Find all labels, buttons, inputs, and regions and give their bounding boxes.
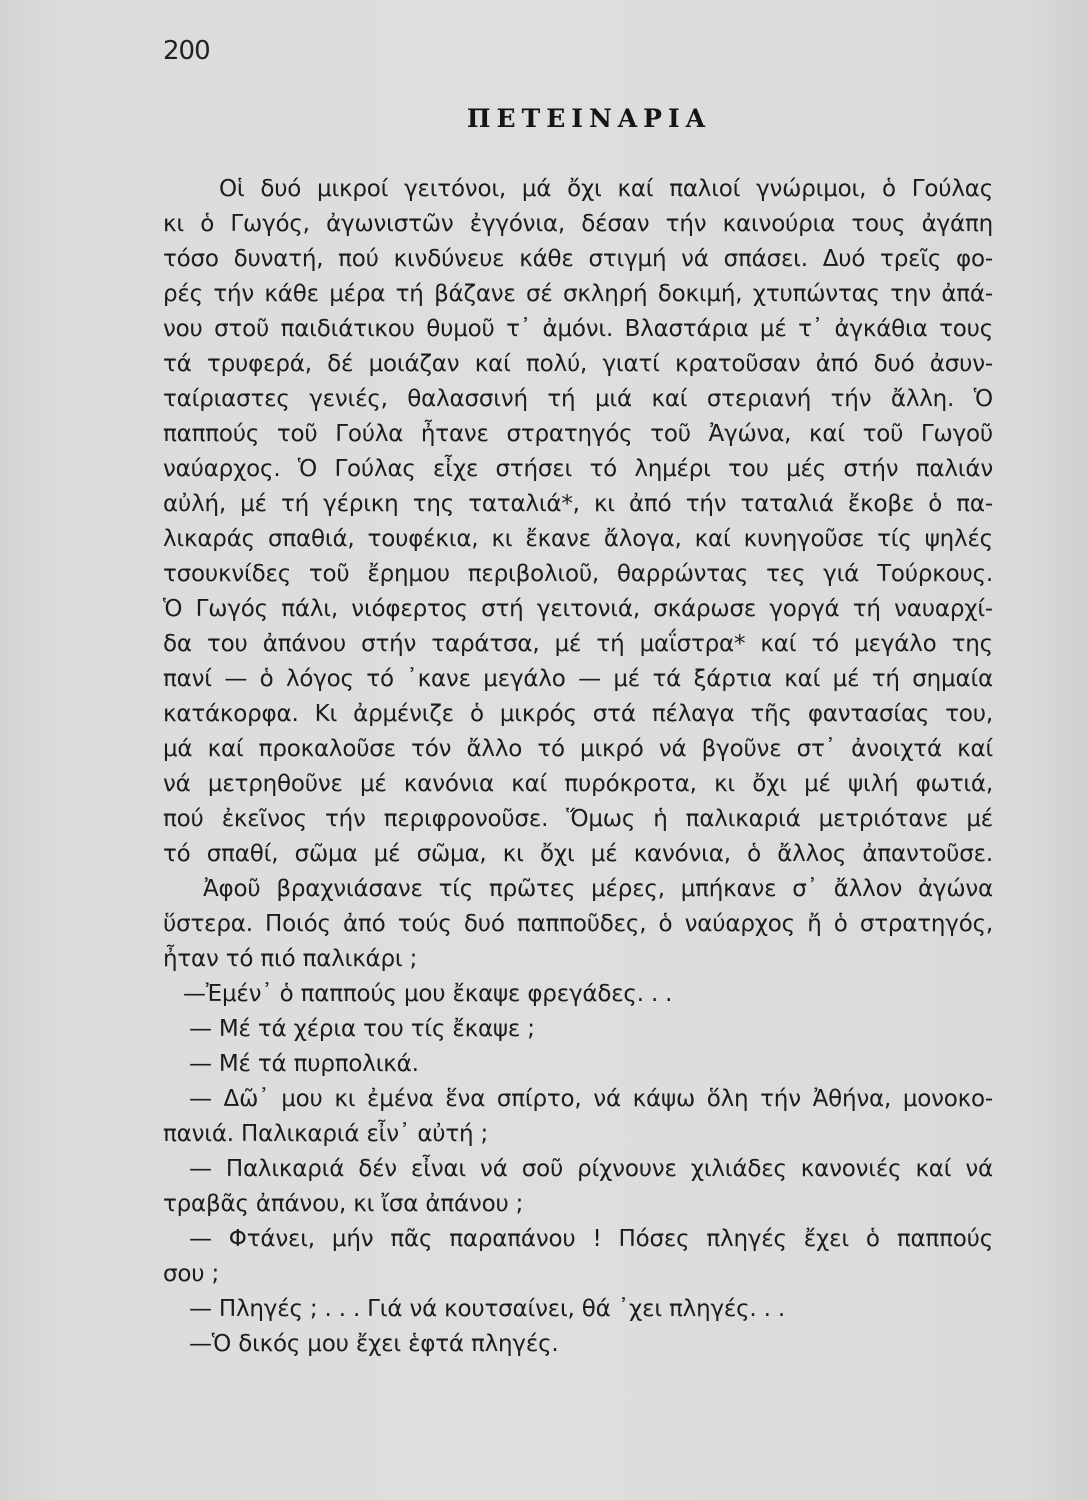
- text-line: — Πληγές ; . . . Γιά νά κουτσαίνει, θά ᾽χει πληγές. . .: [189, 1296, 785, 1322]
- text-line: — Παλικαριά δέν εἶναι νά σοῦ ρίχνουνε χιλιάδες κανονιές καί νά: [189, 1156, 993, 1182]
- text-line: λικαράς σπαθιά, τουφέκια, κι ἔκανε ἄλογα, καί κυνηγοῦσε τίς ψηλές: [163, 526, 993, 552]
- text-line: Ἀφοῦ βραχνιάσανε τίς πρῶτες μέρες, μπήκανε σ᾽ ἄλλον ἀγώνα: [203, 876, 993, 902]
- text-line: τό σπαθί, σῶμα μέ σῶμα, κι ὄχι μέ κανόνια, ὁ ἄλλος ἀπαντοῦσε.: [163, 841, 993, 867]
- text-line: σου ;: [163, 1261, 220, 1287]
- text-line: ταίριαστες γενιές, θαλασσινή τή μιά καί στεριανή τήν ἄλλη. Ὁ: [163, 386, 993, 412]
- text-line: — Δῶ᾽ μου κι ἐμένα ἕνα σπίρτο, νά κάψω ὅλη τήν Ἀθήνα, μονοκο-: [189, 1086, 993, 1112]
- page-number: 200: [163, 36, 210, 66]
- body-text: [163, 172, 993, 1362]
- text-line: μά καί προκαλοῦσε τόν ἄλλο τό μικρό νά βγοῦνε στ᾽ ἀνοιχτά καί: [163, 736, 993, 762]
- text-line: — Μέ τά πυρπολικά.: [189, 1051, 419, 1077]
- text-line: —Ἐμέν᾽ ὁ παππούς μου ἔκαψε φρεγάδες. . .: [183, 981, 673, 1007]
- text-line: δα του ἀπάνου στήν ταράτσα, μέ τή μαΐστρα* καί τό μεγάλο της: [163, 631, 993, 657]
- text-line: νου στοῦ παιδιάτικου θυμοῦ τ᾽ ἀμόνι. Βλαστάρια μέ τ᾽ ἀγκάθια τους: [163, 316, 993, 342]
- text-line: παππούς τοῦ Γούλα ἦτανε στρατηγός τοῦ Ἀγώνα, καί τοῦ Γωγοῦ: [163, 421, 993, 447]
- text-line: πανιά. Παλικαριά εἶν᾽ αὐτή ;: [163, 1121, 489, 1147]
- text-line: Ὁ Γωγός πάλι, νιόφερτος στή γειτονιά, σκάρωσε γοργά τή ναυαρχί-: [163, 596, 993, 622]
- text-line: — Φτάνει, μήν πᾶς παραπάνου ! Πόσες πληγές ἔχει ὁ παππούς: [189, 1226, 993, 1252]
- text-line: τόσο δυνατή, πού κινδύνευε κάθε στιγμή νά σπάσει. Δυό τρεῖς φο-: [163, 246, 993, 272]
- text-line: κι ὁ Γωγός, ἀγωνιστῶν ἐγγόνια, δέσαν τήν καινούρια τους ἀγάπη: [163, 211, 993, 237]
- text-line: — Μέ τά χέρια του τίς ἔκαψε ;: [189, 1016, 535, 1042]
- text-line: Οἱ δυό μικροί γειτόνοι, μά ὄχι καί παλιοί γνώριμοι, ὁ Γούλας: [219, 176, 993, 202]
- text-line: ἦταν τό πιό παλικάρι ;: [163, 946, 418, 972]
- text-line: τραβᾶς ἀπάνου, κι ἴσα ἀπάνου ;: [163, 1191, 524, 1217]
- text-line: ρές τήν κάθε μέρα τή βάζανε σέ σκληρή δοκιμή, χτυπώντας την ἀπά-: [163, 281, 993, 307]
- text-line: πανί — ὁ λόγος τό ᾽κανε μεγάλο — μέ τά ξάρτια καί μέ τή σημαία: [163, 666, 993, 692]
- text-line: ναύαρχος. Ὁ Γούλας εἶχε στήσει τό λημέρι του μές στήν παλιάν: [163, 456, 993, 482]
- text-line: πού ἐκεῖνος τήν περιφρονοῦσε. Ὅμως ἡ παλικαριά μετριότανε μέ: [163, 806, 993, 832]
- text-line: ὕστερα. Ποιός ἀπό τούς δυό παπποῦδες, ὁ ναύαρχος ἤ ὁ στρατηγός,: [163, 911, 993, 937]
- text-line: τά τρυφερά, δέ μοιάζαν καί πολύ, γιατί κρατοῦσαν ἀπό δυό ἀσυν-: [163, 351, 993, 377]
- text-line: νά μετρηθοῦνε μέ κανόνια καί πυρόκροτα, κι ὄχι μέ ψιλή φωτιά,: [163, 771, 993, 797]
- text-line: τσουκνίδες τοῦ ἔρημου περιβολιοῦ, θαρρώντας τες γιά Τούρκους.: [163, 561, 993, 587]
- text-line: κατάκορφα. Κι ἀρμένιζε ὁ μικρός στά πέλαγα τῆς φαντασίας του,: [163, 701, 993, 727]
- text-line: —Ὁ δικός μου ἔχει ἑφτά πληγές.: [189, 1331, 559, 1357]
- text-line: αὐλή, μέ τή γέρικη της ταταλιά*, κι ἀπό τήν ταταλιά ἔκοβε ὁ πα-: [163, 491, 993, 517]
- chapter-title: ΠΕΤΕΙΝΑΡΙΑ: [466, 104, 712, 133]
